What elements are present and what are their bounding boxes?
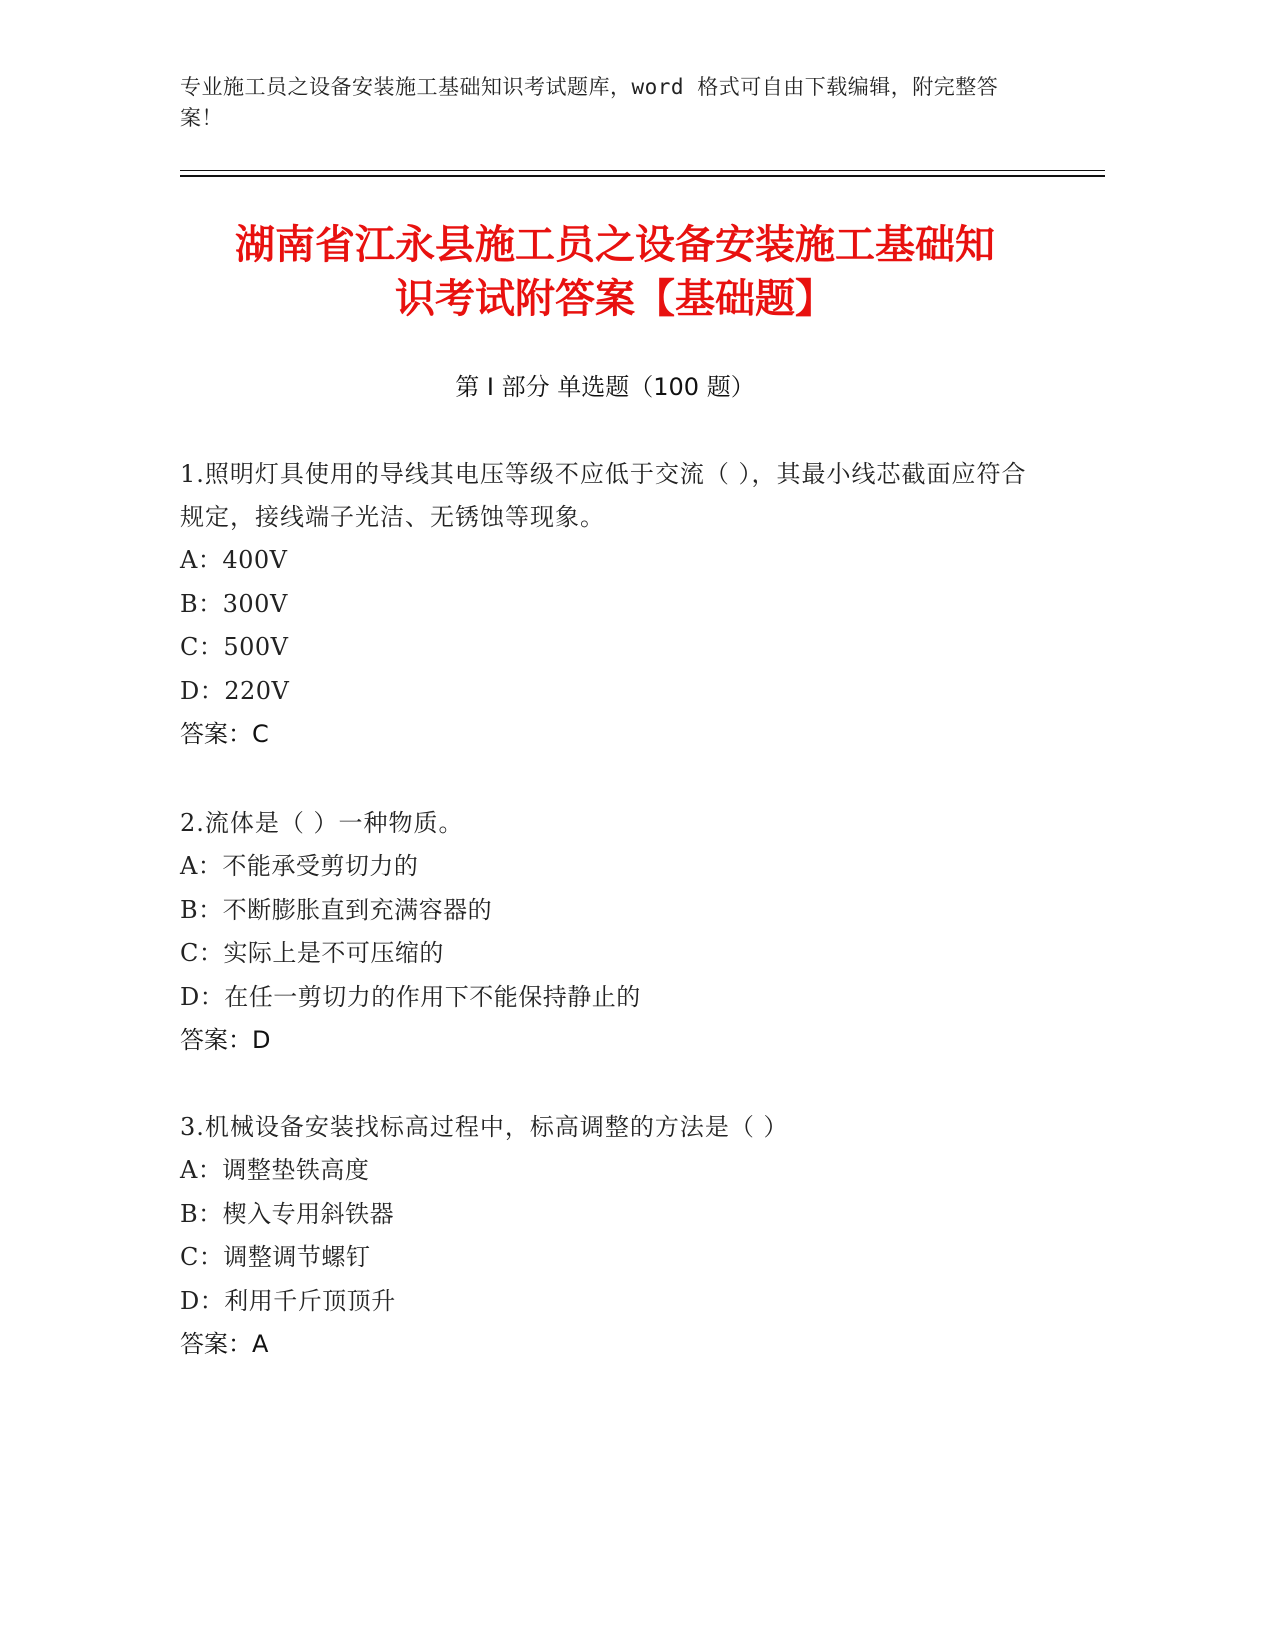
answer: 答案：C: [180, 720, 269, 748]
option-c: C：500V: [180, 633, 289, 661]
header-rule-thick: [180, 175, 1105, 177]
header-rule-thin: [180, 170, 1105, 171]
question-1: [180, 453, 1040, 757]
option-d: D：在任一剪切力的作用下不能保持静止的: [180, 982, 641, 1011]
option-a: A：400V: [180, 546, 288, 574]
question-3: [180, 1106, 1040, 1367]
answer: 答案：D: [180, 1026, 271, 1054]
header-note: 专业施工员之设备安装施工基础知识考试题库，word 格式可自由下载编辑，附完整答案！: [180, 75, 999, 130]
option-b: B：300V: [180, 589, 288, 618]
question-stem: 3.机械设备安装找标高过程中，标高调整的方法是（ ）: [180, 1113, 789, 1141]
option-d: D：利用千斤顶顶升: [180, 1286, 396, 1315]
option-b: B：楔入专用斜铁器: [180, 1199, 395, 1228]
question-stem: 1.照明灯具使用的导线其电压等级不应低于交流（ ），其最小线芯截面应符合规定，接线端子光洁、无锈蚀等现象。: [180, 460, 1027, 531]
answer: 答案：A: [180, 1330, 269, 1358]
option-d: D：220V: [180, 676, 290, 705]
option-a: A：不能承受剪切力的: [180, 852, 419, 880]
option-a: A：调整垫铁高度: [180, 1156, 370, 1184]
document-title-line-1: 湖南省江永县施工员之设备安装施工基础知: [235, 222, 995, 268]
document-title-line-2: 识考试附答案【基础题】: [395, 276, 835, 322]
option-c: C：实际上是不可压缩的: [180, 939, 444, 967]
question-2: [180, 802, 1040, 1063]
question-stem: 2.流体是（ ）一种物质。: [180, 809, 464, 837]
option-b: B：不断膨胀直到充满容器的: [180, 895, 493, 924]
section-title: 第 I 部分 单选题（100 题）: [455, 373, 755, 401]
option-c: C：调整调节螺钉: [180, 1243, 371, 1271]
document-title: [180, 218, 1050, 326]
